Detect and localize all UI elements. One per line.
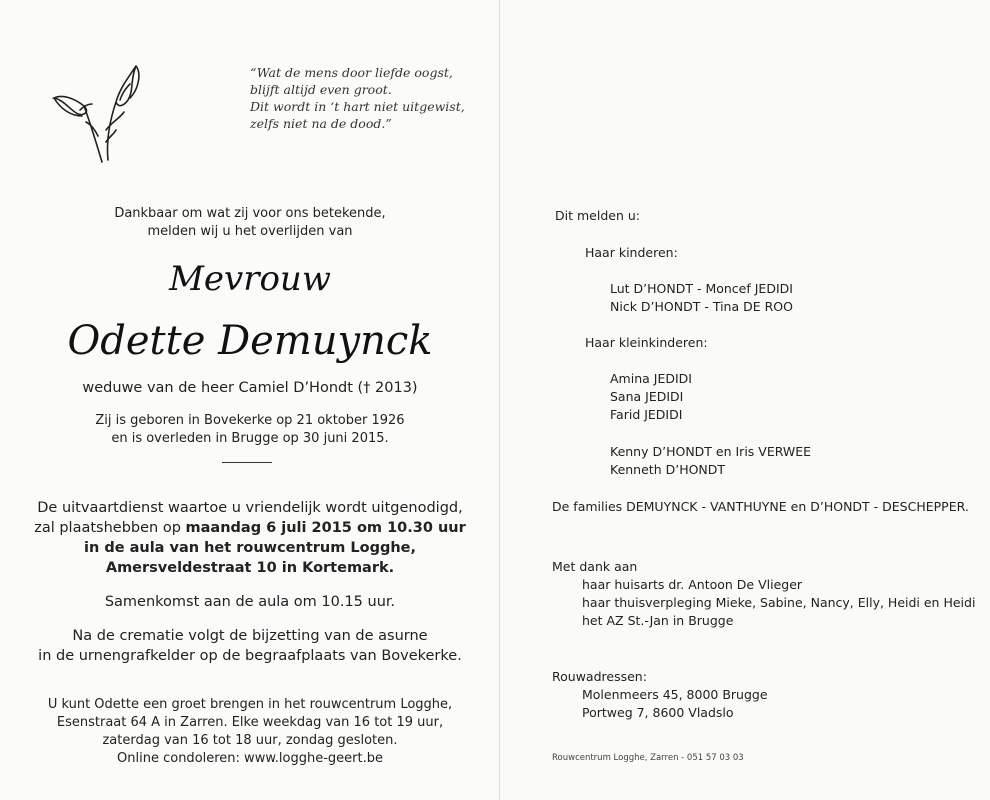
service-address: Amersveldestraat 10 in Kortemark. — [105, 560, 395, 576]
addresses-list — [582, 686, 768, 722]
list-item: Lut D’HONDT - Moncef JEDIDI — [610, 281, 793, 296]
gathering-time: Samenkomst aan de aula om 10.15 uur. — [104, 594, 396, 610]
list-item: haar huisarts dr. Antoon De Vlieger — [582, 577, 803, 592]
poem — [250, 64, 490, 132]
service-line — [0, 518, 500, 538]
list-item: Sana JEDIDI — [610, 389, 684, 404]
cremation-line: in de urnengrafkelder op de begraafplaats van Bovekerke. — [38, 648, 462, 664]
list-item: het AZ St.-Jan in Brugge — [582, 613, 734, 628]
list-item: Farid JEDIDI — [610, 407, 683, 422]
visit-line: Online condoleren: www.logghe-geert.be — [117, 751, 383, 766]
visit-line: zaterdag van 16 tot 18 uur, zondag gesloten. — [102, 733, 398, 748]
service-venue: in de aula van het rouwcentrum Logghe, — [83, 540, 417, 556]
visit-line: U kunt Odette een groet brengen in het rouwcentrum Logghe, — [47, 697, 453, 712]
intro-line: Dankbaar om wat zij voor ons betekende, — [114, 206, 386, 221]
widow-of: weduwe van de heer Camiel D’Hondt († 2013) — [82, 380, 418, 396]
thanks-heading: Met dank aan — [552, 559, 638, 574]
cremation-line: Na de crematie volgt de bijzetting van de asurne — [72, 628, 428, 644]
list-item: Kenny D’HONDT en Iris VERWEE — [610, 444, 812, 459]
children-heading: Haar kinderen: — [585, 245, 678, 260]
birth-line: Zij is geboren in Bovekerke op 21 oktober 1926 — [95, 413, 405, 428]
right-page — [500, 0, 990, 800]
poem-line: Dit wordt in ‘t hart niet uitgewist, — [250, 99, 465, 114]
poem-line: “Wat de mens door liefde oogst, — [250, 65, 453, 80]
visit-info — [0, 696, 500, 768]
families-line: De families DEMUYNCK - VANTHUYNE en D’HONDT - DESCHEPPER. — [552, 499, 969, 514]
poem-line: blijft altijd even groot. — [250, 82, 392, 97]
poem-line: zelfs niet na de dood.” — [250, 116, 392, 131]
life-dates — [0, 412, 500, 448]
death-line: en is overleden in Brugge op 30 juni 2015. — [111, 431, 389, 446]
addresses-heading: Rouwadressen: — [552, 669, 647, 684]
grandchildren-list-2 — [610, 443, 811, 479]
footer-credit: Rouwcentrum Logghe, Zarren - 051 57 03 03 — [552, 753, 744, 763]
service-datetime: maandag 6 juli 2015 om 10.30 uur — [185, 520, 466, 536]
cremation-info — [0, 626, 500, 666]
grandchildren-list — [610, 370, 692, 424]
list-item: Molenmeers 45, 8000 Brugge — [582, 687, 768, 702]
announce-heading: Dit melden u: — [555, 208, 640, 223]
list-item: Amina JEDIDI — [610, 371, 692, 386]
list-item: Kenneth D’HONDT — [610, 462, 726, 477]
thanks-list — [582, 576, 975, 630]
list-item: haar thuisverpleging Mieke, Sabine, Nancy, Elly, Heidi en Heidi — [582, 595, 976, 610]
intro-text — [0, 205, 500, 241]
visit-line: Esenstraat 64 A in Zarren. Elke weekdag van 16 tot 19 uur, — [56, 715, 444, 730]
service-details — [0, 498, 500, 578]
salutation: Mevrouw — [169, 259, 331, 299]
list-item: Portweg 7, 8600 Vladslo — [582, 705, 734, 720]
service-line-prefix: zal plaatshebben op — [34, 520, 186, 536]
service-line: De uitvaartdienst waartoe u vriendelijk wordt uitgenodigd, — [37, 500, 463, 516]
grandchildren-heading: Haar kleinkinderen: — [585, 335, 708, 350]
deceased-name: Odette Demuynck — [67, 318, 433, 364]
intro-line: melden wij u het overlijden van — [147, 224, 353, 239]
children-list — [610, 280, 793, 316]
divider — [222, 462, 272, 463]
list-item: Nick D’HONDT - Tina DE ROO — [610, 299, 793, 314]
calla-lily-icon — [50, 60, 150, 165]
